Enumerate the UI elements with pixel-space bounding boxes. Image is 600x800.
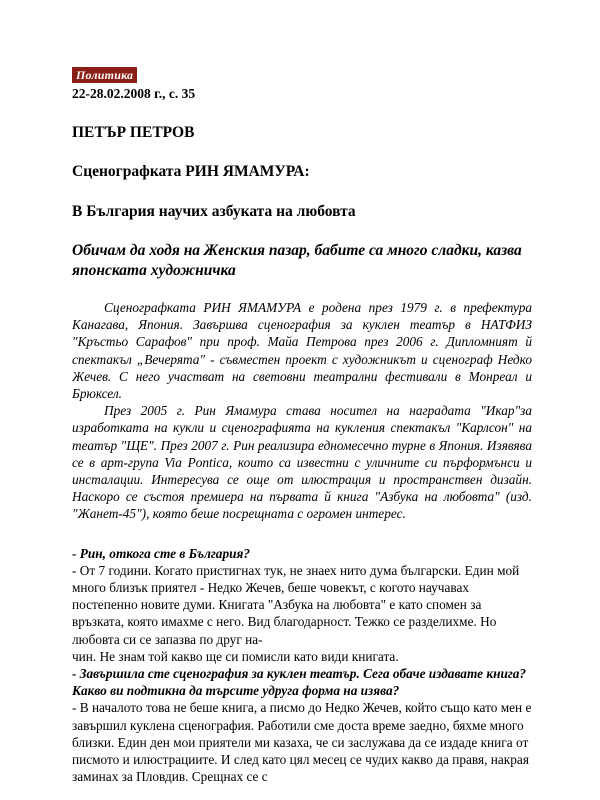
interview-body <box>72 545 532 786</box>
interview-answer-continued: чин. Не знам той какво ще си помисли като види книгата. <box>72 648 399 664</box>
article-title-line2: В България научих азбуката на любовта <box>72 203 356 220</box>
intro-paragraph: През 2005 г. Рин Ямамура става носител на наградата "Икар"за изработката на кукли и сценографията на кукления спектакъл "Карлсон" на театър "ЩЕ". През 2007 г. Рин реализира едномесечно турне в Япония. Изявява се в арт-група Via Pontica, които са известни с уличните си пърформънси и инсталации. Интересува се още от илюстрация и пространствен дизайн. Наскоро се състоя премиера на първата й книга "Азбука на любовта" (изд. "Жанет-45"), която беше посрещната с огромен интерес. <box>72 403 532 522</box>
article-subtitle: Обичам да ходя на Женския пазар, бабите са много сладки, казва японската художничка <box>72 242 522 279</box>
article-intro <box>72 299 532 523</box>
interview-question: - Завършила сте сценография за куклен театър. Сега обаче издавате книга? Какво ви подтикна да търсите удруга форма на изява? <box>72 666 527 699</box>
document-page <box>72 66 532 785</box>
intro-paragraph: Сценографката РИН ЯМАМУРА е родена през 1979 г. в префектура Канагава, Япония. Завършва сценография за куклен театър в НАТФИЗ "Кръстьо Сарафов" при проф. Майа Петрова през 2006 г. Дипломният й спектакъл „Вечерята" - съвместен проект с художникът и сценограф Недко Жечев. С него участват на световни театрални фестивали в Монреал и Брюксел. <box>72 300 532 402</box>
interview-answer: - От 7 години. Когато пристигнах тук, не знаех нито дума български. Един мой много близък приятел - Недко Жечев, беше човекът, с когото научавах постепенно новите думи. Книгата "Азбука на любовта" е като спомен за връзката, която имахме с него. Вид благодарност. Тежко се разделихме. Но любовта си се запазва по друг на- <box>72 562 520 647</box>
publication-date-page: 22-28.02.2008 г., с. 35 <box>72 86 196 101</box>
author-name: ПЕТЪР ПЕТРОВ <box>72 124 195 141</box>
interview-question: - Рин, откога сте в България? <box>72 545 250 561</box>
newspaper-logo: Политика <box>72 67 137 83</box>
article-title-line1: Сценографката РИН ЯМАМУРА: <box>72 163 310 180</box>
interview-answer: - В началото това не беше книга, а писмо до Недко Жечев, който също като мен е завършил куклена сценография. Работили сме доста време заедно, бяхме много близки. Един ден мои приятели ми казаха, че си заслужава да се издаде книга от писмото и илюстрациите. И след като цял месец се чудих какво да правя, накрая заминах за Пловдив. Срещнах се с <box>72 700 532 785</box>
